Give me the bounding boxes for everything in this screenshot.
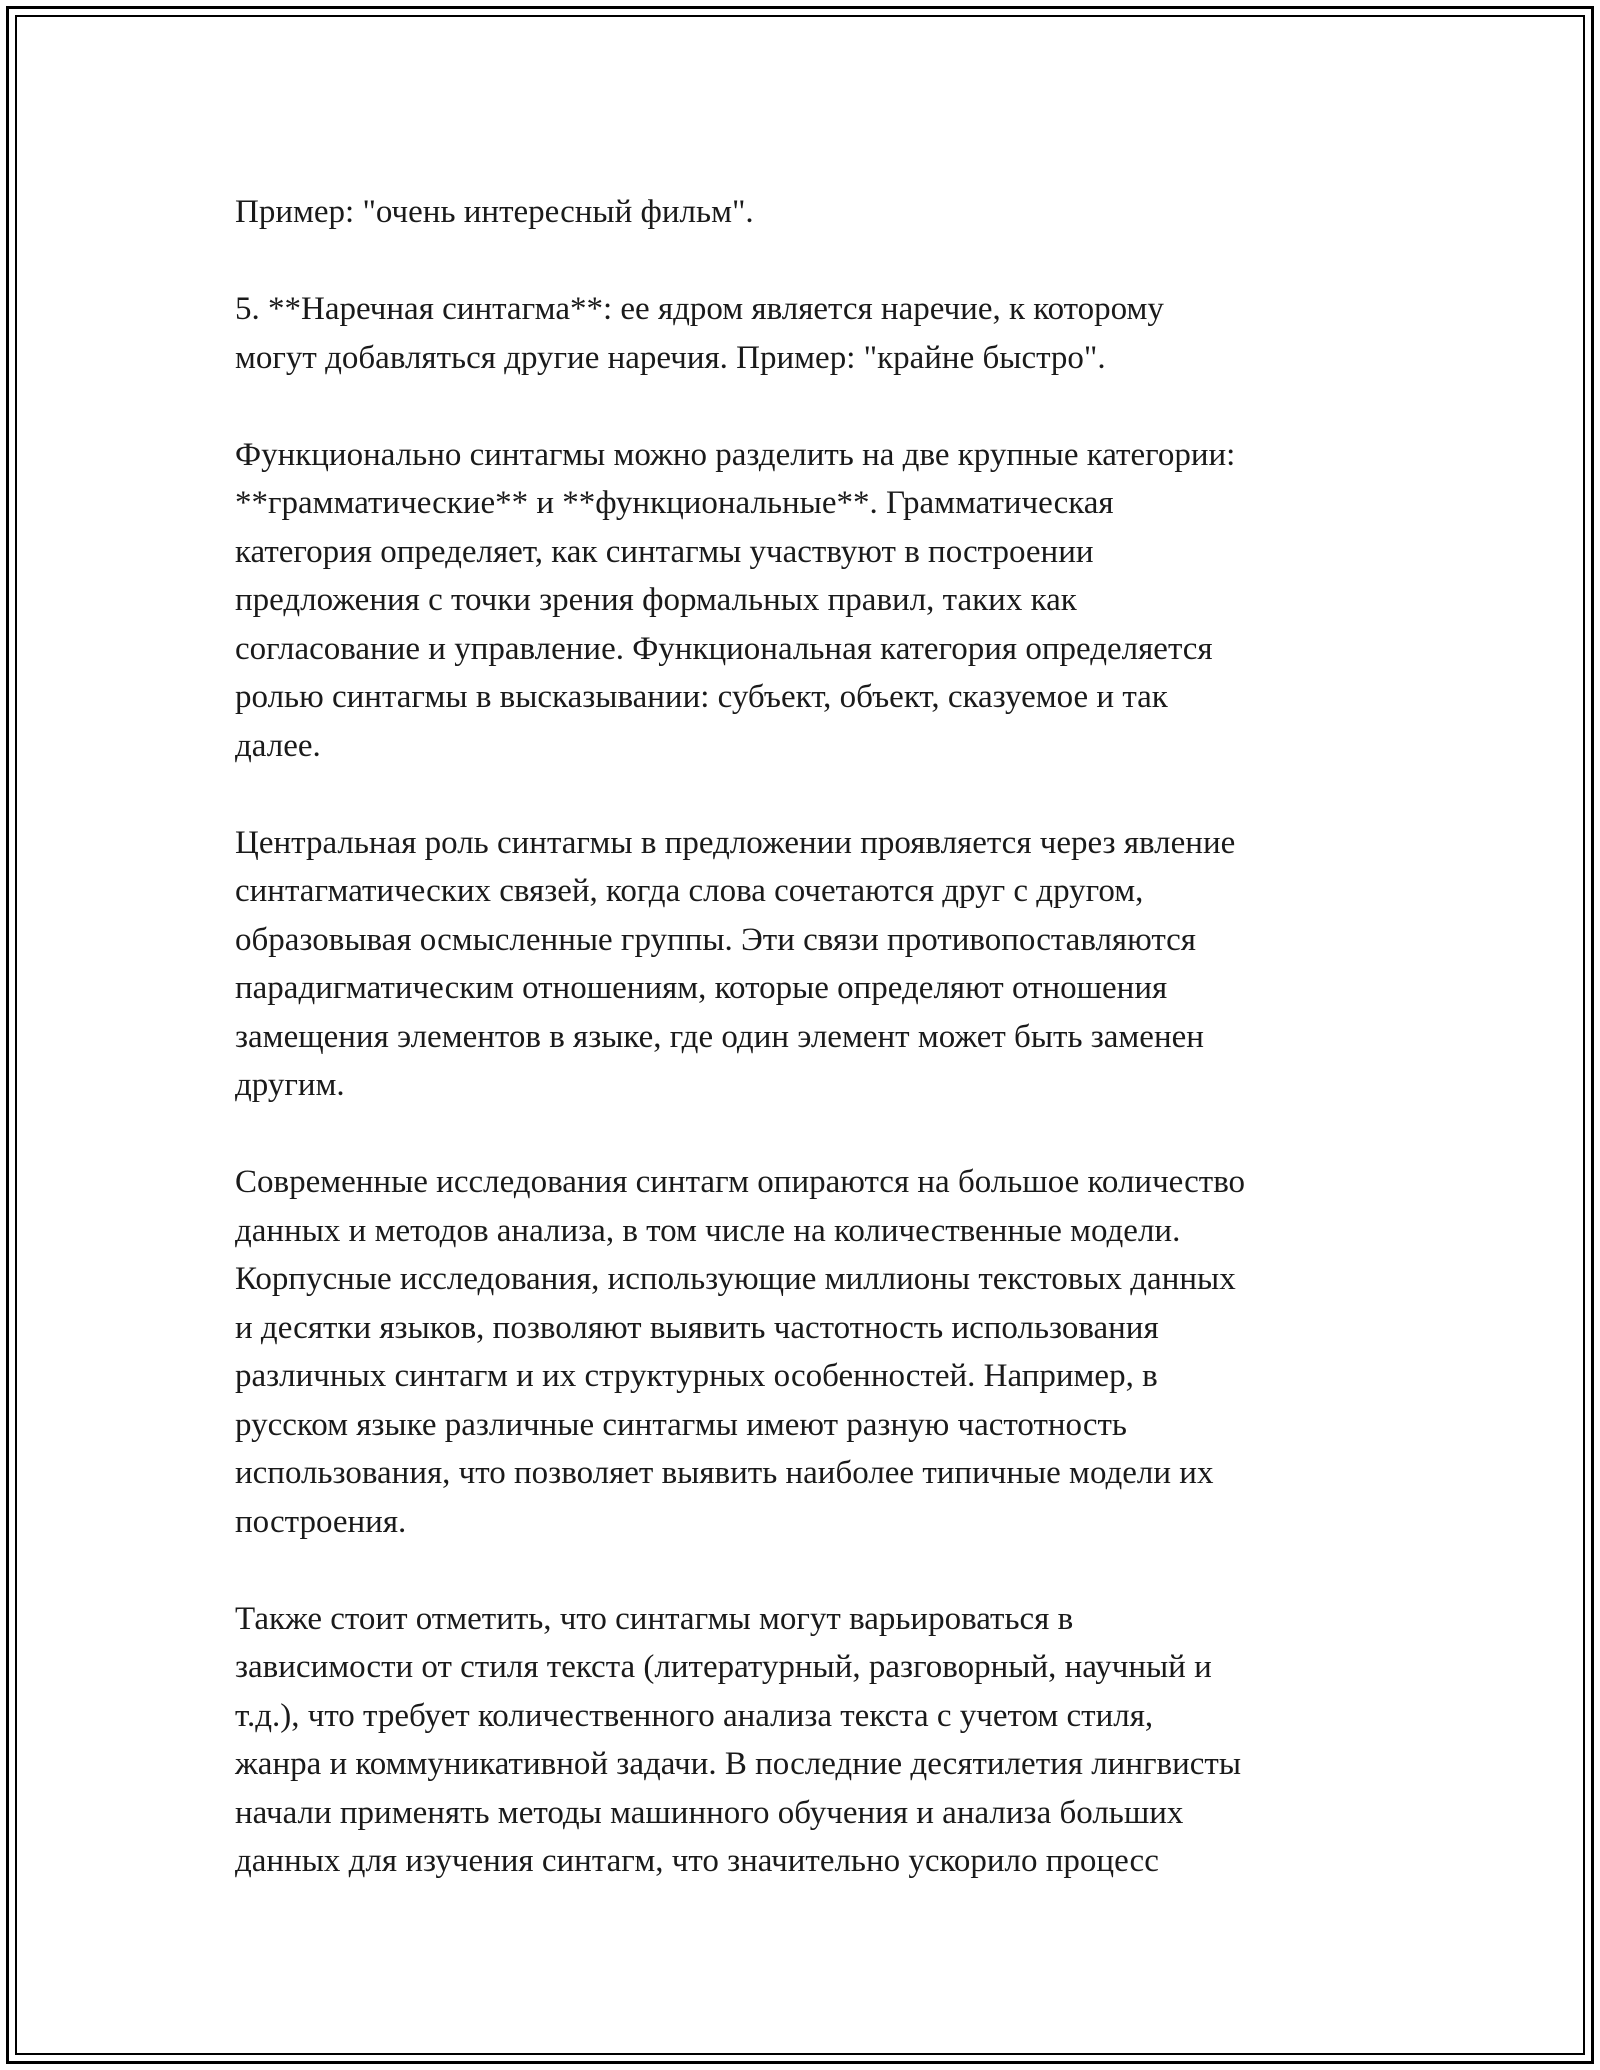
text-line: Корпусные исследования, использующие миллионы текстовых данных xyxy=(235,1261,1236,1297)
paragraph-style-variation xyxy=(235,1595,1370,1886)
document-body xyxy=(235,188,1370,1934)
text-line: данных для изучения синтагм, что значительно ускорило процесс xyxy=(235,1843,1159,1879)
text-line: Функционально синтагмы можно разделить на две крупные категории: xyxy=(235,436,1236,473)
text-line: Центральная роль синтагмы в предложении проявляется через явление xyxy=(235,824,1236,861)
text-line: данных и методов анализа, в том числе на количественные модели. xyxy=(235,1212,1181,1249)
text-line: начали применять методы машинного обучения и анализа больших xyxy=(235,1794,1184,1831)
text-line: **грамматические** и **функциональные**. Грамматическая xyxy=(235,485,1114,521)
text-line: Пример: "очень интересный фильм". xyxy=(235,194,754,230)
text-line: ролью синтагмы в высказывании: субъект, объект, сказуемое и так xyxy=(235,679,1168,715)
paragraph-adverbial-syntagm xyxy=(235,285,1370,382)
text-line: далее. xyxy=(235,727,321,764)
text-line: русском языке различные синтагмы имеют разную частотность xyxy=(235,1406,1127,1443)
text-line: различных синтагм и их структурных особенностей. Например, в xyxy=(235,1358,1158,1394)
paragraph-functional-categories xyxy=(235,431,1370,771)
paragraph-modern-research xyxy=(235,1158,1370,1546)
text-line: т.д.), что требует количественного анализа текста с учетом стиля, xyxy=(235,1697,1154,1734)
text-line: Также стоит отметить, что синтагмы могут варьироваться в xyxy=(235,1600,1074,1637)
text-line: использования, что позволяет выявить наиболее типичные модели их xyxy=(235,1455,1214,1491)
paragraph-syntagmatic-relations xyxy=(235,819,1370,1110)
text-line: и десятки языков, позволяют выявить частотность использования xyxy=(235,1309,1159,1346)
text-line: замещения элементов в языке, где один элемент может быть заменен xyxy=(235,1018,1204,1055)
text-line: жанра и коммуникативной задачи. В последние десятилетия лингвисты xyxy=(235,1746,1242,1782)
text-line: предложения с точки зрения формальных правил, таких как xyxy=(235,582,1077,618)
text-line: построения. xyxy=(235,1503,407,1540)
text-line: категория определяет, как синтагмы участвуют в построении xyxy=(235,533,1094,570)
paragraph-example-adjective xyxy=(235,188,1370,237)
text-line: могут добавляться другие наречия. Пример: "крайне быстро". xyxy=(235,339,1106,376)
text-line: Современные исследования синтагм опираются на большое количество xyxy=(235,1164,1246,1200)
text-line: зависимости от стиля текста (литературный, разговорный, научный и xyxy=(235,1649,1212,1685)
text-line: парадигматическим отношениям, которые определяют отношения xyxy=(235,970,1168,1006)
text-line: образовывая осмысленные группы. Эти связи противопоставляются xyxy=(235,921,1196,958)
text-line: другим. xyxy=(235,1067,345,1103)
text-line: согласование и управление. Функциональная категория определяется xyxy=(235,630,1213,667)
text-line: 5. **Наречная синтагма**: ее ядром является наречие, к которому xyxy=(235,291,1164,327)
text-line: синтагматических связей, когда слова сочетаются друг с другом, xyxy=(235,873,1144,909)
